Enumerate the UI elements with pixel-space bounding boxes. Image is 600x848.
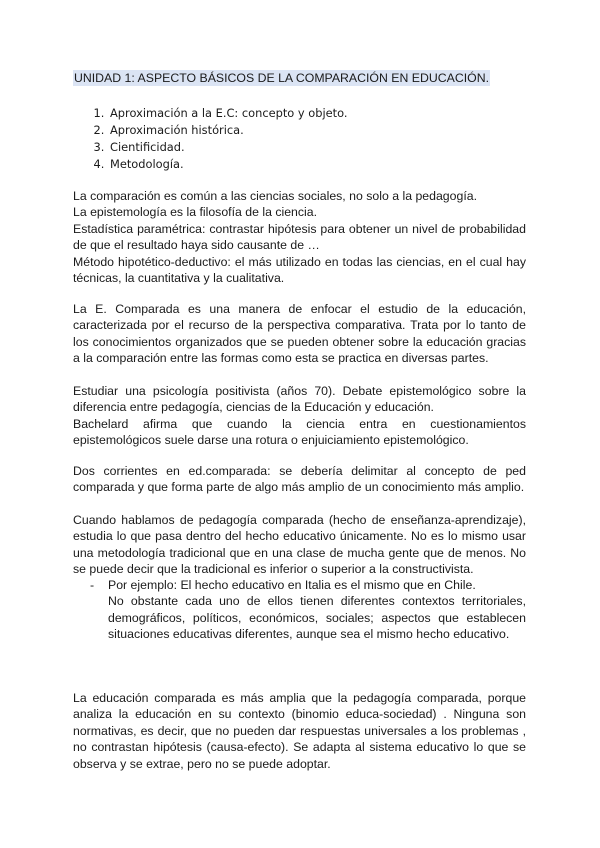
note-line: Estudiar una psicología positivista (años 70). Debate epistemológico sobre la diferencia entre pedagogía, ciencias de la Educación y educación. <box>73 384 526 415</box>
note-line: La comparación es común a las ciencias sociales, no solo a la pedagogía. <box>73 189 477 203</box>
paragraph-currents: Dos corrientes en ed.comparada: se debería delimitar al concepto de ped comparada y que forma parte de algo más amplio de un conocimiento más amplio. <box>73 464 526 495</box>
note-line: La epistemología es la filosofía de la ciencia. <box>73 205 318 220</box>
intro-notes <box>73 188 526 286</box>
outline-item: 2. Aproximación histórica. <box>108 122 347 139</box>
note-line: Estadística paramétrica: contrastar hipótesis para obtener un nivel de probabilidad de que el resultado haya sido causante de … <box>73 221 526 253</box>
topic-outline <box>90 105 347 173</box>
note-line: Bachelard afirma que cuando la ciencia entra en cuestionamientos epistemológicos suele darse una rotura o enjuiciamiento epistemológico. <box>73 416 526 448</box>
outline-item: 3. Cientificidad. <box>108 139 347 156</box>
outline-item: 4. Metodología. <box>108 156 347 173</box>
paragraph-epistemology <box>73 383 526 449</box>
note-line: Método hipotético-deductivo: el más utilizado en todas las ciencias, en el cual hay técnicas, la cuantitativa y la cualitativa. <box>73 254 526 286</box>
bullet-dash: - <box>90 578 95 592</box>
outline-item: 1. Aproximación a la E.C: concepto y objeto. <box>108 105 347 122</box>
paragraph-definition: La E. Comparada es una manera de enfocar el estudio de la educación, caracterizada por el recurso de la perspectiva comparativa. Trata por lo tanto de los conocimientos organizados que se pueden obtener sobre la educación gracias a la comparación entre las formas como esta se practica en diversas partes. <box>73 302 526 366</box>
unit-title: UNIDAD 1: ASPECTO BÁSICOS DE LA COMPARACIÓN EN EDUCACIÓN. <box>74 71 489 85</box>
bullet-line: No obstante cada uno de ellos tienen diferentes contextos territoriales, demográficos, políticos, económicos, sociales; aspectos que establecen situaciones educativas diferentes, aunque sea el mismo hecho educativo. <box>108 594 526 642</box>
paragraph-pedagogy: Cuando hablamos de pedagogía comparada (hecho de enseñanza-aprendizaje), estudia lo que pasa dentro del hecho educativo únicamente. No es lo mismo usar una metodología tradicional que en una clase de mucha gente que de menos. No se puede decir que la tradicional es inferior o superior a la constructivista. <box>73 513 526 577</box>
bullet-example <box>90 577 526 643</box>
paragraph-comparative-education: La educación comparada es más amplia que la pedagogía comparada, porque analiza la educación en su contexto (binomio educa-sociedad) . Ninguna son normativas, es decir, que no pueden dar respuestas universales a los problemas , no contrastan hipótesis (causa-efecto). Se adapta al sistema educativo lo que se observa y se extrae, pero no se puede adoptar. <box>73 691 526 771</box>
bullet-line: Por ejemplo: El hecho educativo en Italia es el mismo que en Chile. <box>108 578 476 592</box>
